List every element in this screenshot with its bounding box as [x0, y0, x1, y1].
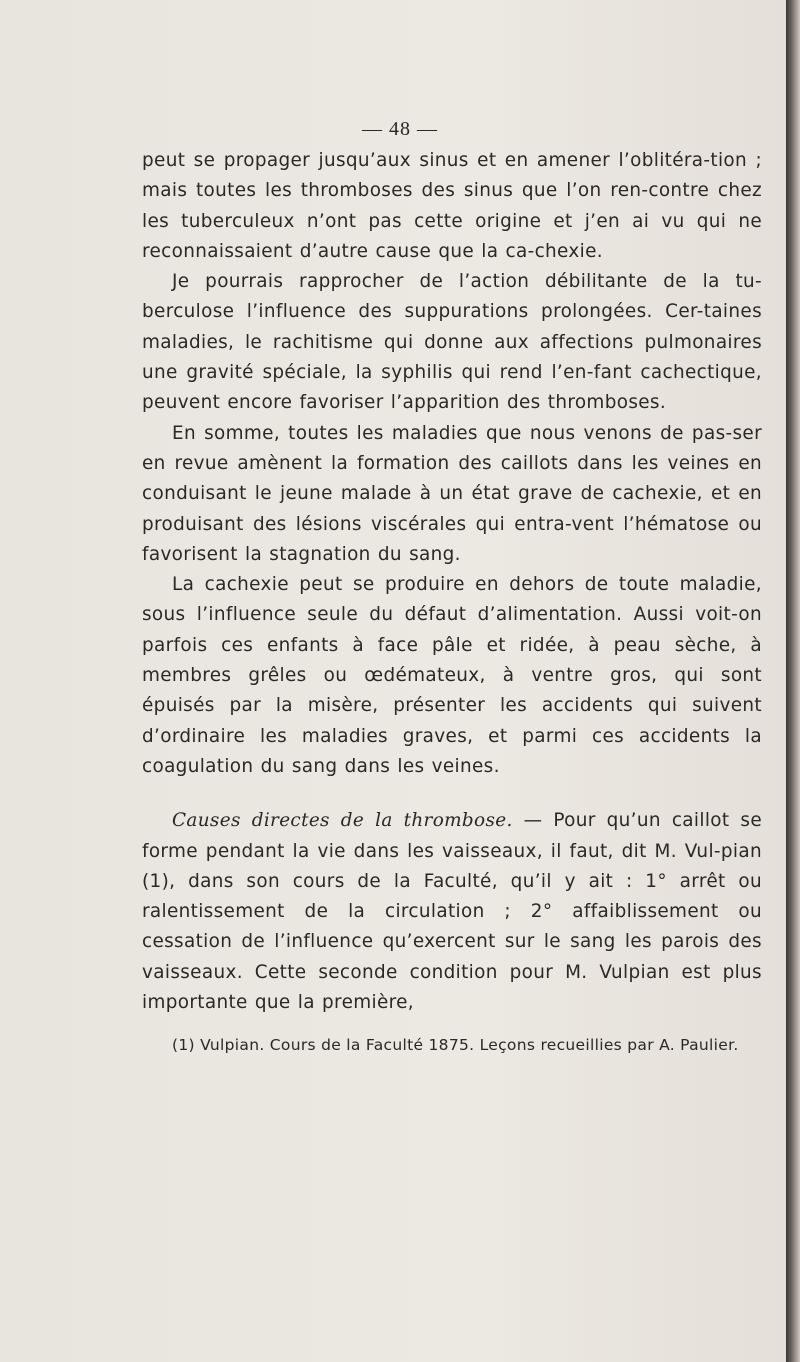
- footnote: [142, 1033, 762, 1057]
- paragraph-2: Je pourrais rapprocher de l’action débilitante de la tu-berculose l’influence des suppurations prolongées. Cer-taines maladies, le rachitisme qui donne aux affections pulmonaires une gravité spéciale, la syphilis qui rend l’en-fant cachectique, peuvent encore favoriser l’apparition des thromboses.: [142, 271, 762, 414]
- footnote-text: (1) Vulpian. Cours de la Faculté 1875. Leçons recueillies par A. Paulier.: [172, 1036, 739, 1054]
- section-paragraph: [142, 806, 762, 1018]
- section-heading: Causes directes de la thrombose.: [172, 810, 513, 832]
- page-number: — 48 —: [362, 118, 438, 140]
- body-text: [142, 146, 762, 1018]
- page-edge-shadow: [786, 0, 800, 1362]
- paragraph-3: En somme, toutes les maladies que nous venons de pas-ser en revue amènent la formation des caillots dans les veines en conduisant le jeune malade à un état grave de cachexie, et en produisant des lésions viscérales qui entra-vent l’hématose ou favorisent la stagnation du sang.: [142, 422, 762, 565]
- section-text: — Pour qu’un caillot se forme pendant la vie dans les vaisseaux, il faut, dit M. Vul-pian (1), dans son cours de la Faculté, qu’il y ait : 1° arrêt ou ralentissement de la circulation ; 2° affaiblissement ou cessation de l’influence qu’exercent sur le sang les parois des vaisseaux. Cette seconde condition pour M. Vulpian est plus importante que la première,: [142, 810, 762, 1014]
- paragraph-1: peut se propager jusqu’aux sinus et en amener l’oblitéra-tion ; mais toutes les thromboses des sinus que l’on ren-contre chez les tuberculeux n’ont pas cette origine et j’en ai vu qui ne reconnaissaient d’autre cause que la ca-chexie.: [142, 150, 762, 262]
- paragraph-4: La cachexie peut se produire en dehors de toute maladie, sous l’influence seule du défaut d’alimentation. Aussi voit-on parfois ces enfants à face pâle et ridée, à peau sèche, à membres grêles ou œdémateux, à ventre gros, qui sont épuisés par la misère, présenter les accidents qui suivent d’ordinaire les maladies graves, et parmi ces accidents la coagulation du sang dans les veines.: [142, 574, 762, 777]
